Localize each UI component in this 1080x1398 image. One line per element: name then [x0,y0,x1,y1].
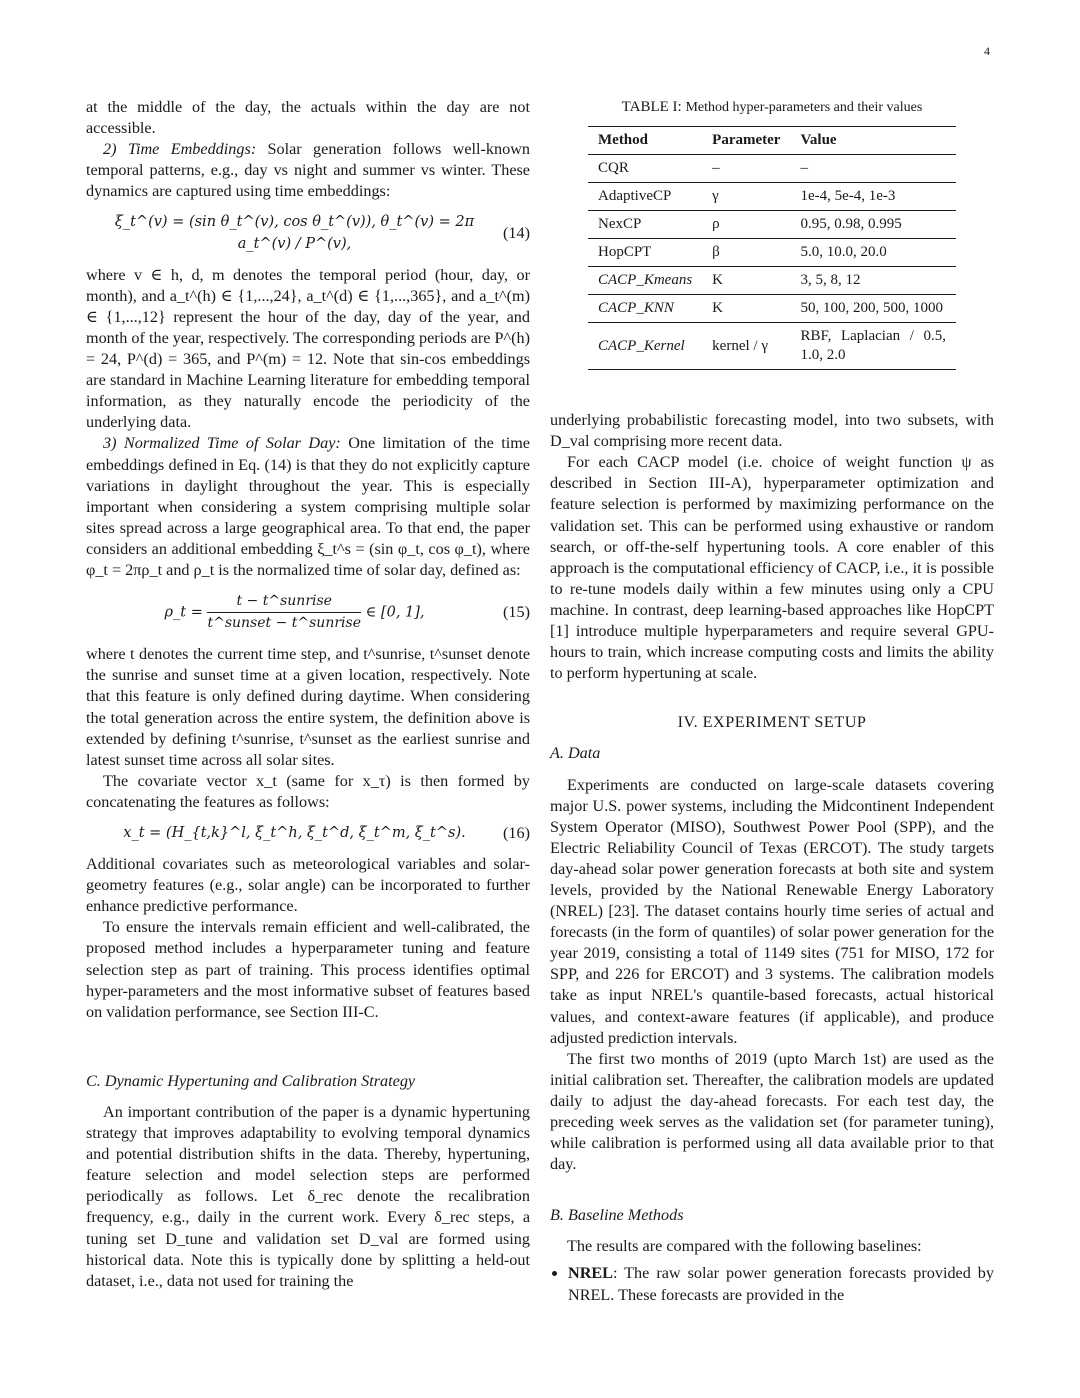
paragraph: The covariate vector x_t (same for x_τ) is then formed by concatenating the features as follows: [86,771,530,811]
paragraph: An important contribution of the paper is a dynamic hypertuning strategy that improves adaptability to evolving temporal dynamics and potential distribution shifts in the data. Thereby, hypertuning, feature selection and model selection steps are performed periodically as follows. Let δ_rec denote the recalibration frequency, e.g., daily in the current work. Every δ_rec steps, a tuning set D_tune and validation set D_val are formed using historical data. Note this is typically done by splitting a held-out dataset, i.e., data not used for training the [86,1102,530,1290]
equation-14: ξ_t^(v) = (sin θ_t^(v), cos θ_t^(v)), θ_t^(v) = 2π a_t^(v) / P^(v), (14) [114,214,530,252]
section-heading: IV. EXPERIMENT SETUP [677,713,867,732]
table-header: Method [588,127,702,155]
list-item: • NREL: The raw solar power generation forecasts provided by NREL. These forecasts are provided in the [568,1263,994,1305]
table-row: HopCPT β 5.0, 10.0, 20.0 [588,239,956,267]
baseline-list [550,1263,994,1305]
paragraph: underlying probabilistic forecasting model, into two subsets, with D_val comprising more recent data. [550,411,994,451]
paragraph-normalized-time: 3) Normalized Time of Solar Day: One limitation of the time embeddings defined in Eq. (14) is that they do not explicitly capture variations in daylight throughout the year. This is especially important when considering a system comprising multiple solar sites spread across a large geographical area. To that end, the paper considers an additional embedding ξ_t^s = (sin φ_t, cos φ_t), where φ_t = 2πρ_t and ρ_t is the normalized time of solar day, defined as: [86,434,530,579]
subsection-heading: B. Baseline Methods [550,1206,684,1225]
subsection-heading: A. Data [550,744,601,763]
paragraph: To ensure the intervals remain efficient and well-calibrated, the proposed method includes a hyperparameter tuning and feature selection step as part of training. This process identifies optimal hyper-parameters and the most informative subset of features based on validation performance, see Section III-C. [86,918,530,1021]
table-header: Value [790,127,956,155]
right-column [550,97,994,1306]
paragraph: where t denotes the current time step, and t^sunrise, t^sunset denote the sunrise and sunset time at a given location, respectively. Note that this feature is only defined during daytime. When considering the total generation across the entire system, the definition above is extended by defining t^sunrise, t^sunset as the earliest sunrise and latest sunset time across all solar sites. [86,645,530,769]
equation-16: x_t = (H_{t,k}^l, ξ_t^h, ξ_t^d, ξ_t^m, ξ_t^s). (16) [123,824,530,842]
table-caption: TABLE I: Method hyper-parameters and their values [621,99,923,115]
equation-15: ρ_t = $\frac{\text{t − t\textasciicircum{}sunrise}}{\text{t\textasciicircum{}sunset − t\textasciicircum{}sunrise}}$ ∈ [0, 1], (15) [164,593,530,632]
paragraph: For each CACP model (i.e. choice of weight function ψ as described in Section III-A), hyperparameter optimization and feature selection is performed by maximizing performance on the validation set. This can be performed using exhaustive or random search, or off-the-self hypertuning tools. A core enabler of this approach is the computational efficiency of CACP, i.e., it is possible to re-tune models daily within a few minutes using only a CPU machine. In contrast, deep learning-based approaches like HopCPT [1] introduce multiple hyperparameters and require several GPU-hours to train, which increase computing costs and limits the ability to perform hypertuning at scale. [550,453,994,683]
table-row: CACP_Kmeans K 3, 5, 8, 12 [588,267,956,295]
hyperparameter-table [588,126,956,370]
table-row: NexCP ρ 0.95, 0.98, 0.995 [588,211,956,239]
paragraph: The first two months of 2019 (upto March 1st) are used as the initial calibration set. Thereafter, the calibration models are updated daily to adjust the day-ahead forecasts. For each test day, the preceding week serves as the validation set (for parameter tuning), while calibration is performed using all data available prior to that day. [550,1049,994,1174]
paragraph-time-embeddings: 2) Time Embeddings: Solar generation follows well-known temporal patterns, e.g., day vs night and summer vs winter. These dynamics are captured using time embeddings: [86,140,531,201]
paragraph: where v ∈ h, d, m denotes the temporal period (hour, day, or month), and a_t^(h) ∈ {1,...,24}, a_t^(d) ∈ {1,...,365}, and a_t^(m) ∈ {1,...,12} represent the hour of the day, day of the year, and month of the year, respectively. The corresponding periods are P^(h) = 24, P^(d) = 365, and P^(m) = 12. Note that sin-cos embeddings are standard in Machine Learning literature for embedding temporal information, as they naturally encode the periodicity of the underlying data. [86,265,530,432]
table-row: CACP_Kernel kernel / γ RBF, Laplacian / 0.5, 1.0, 2.0 [588,323,956,370]
paragraph: Additional covariates such as meteorological variables and solar-geometry features (e.g., solar angle) can be incorporated to further enhance predictive performance. [86,855,530,916]
table-row: AdaptiveCP γ 1e-4, 5e-4, 1e-3 [588,183,956,211]
table-row: CACP_KNN K 50, 100, 200, 500, 1000 [588,295,956,323]
table-header: Parameter [702,127,790,155]
table-row: CQR – – [588,155,956,183]
page-number: 4 [984,44,990,58]
paragraph: Experiments are conducted on large-scale datasets covering major U.S. power systems, including the Midcontinent Independent System Operator (MISO), Southwest Power Pool (SPP), and the Electric Reliability Council of Texas (ERCOT). The study targets day-ahead solar power generation forecasts at both site and system levels, provided by the National Renewable Energy Laboratory (NREL) [23]. The dataset contains hourly time series of actual and forecasts (in the form of quantiles) of solar power generation for the year 2019, consisting a total of 1149 sites (751 for MISO, 172 for SPP, and 226 for ERCOT) and 3 systems. The calibration models take as input NREL's quantile-based forecasts, actual historical values, and context-aware features (if applicable), and produce adjusted prediction intervals. [550,775,994,1047]
subsection-heading: C. Dynamic Hypertuning and Calibration Strategy [86,1071,416,1090]
left-column [86,97,530,1292]
paragraph: at the middle of the day, the actuals within the day are not accessible. [86,98,530,138]
paragraph: The results are compared with the following baselines: [567,1237,922,1256]
